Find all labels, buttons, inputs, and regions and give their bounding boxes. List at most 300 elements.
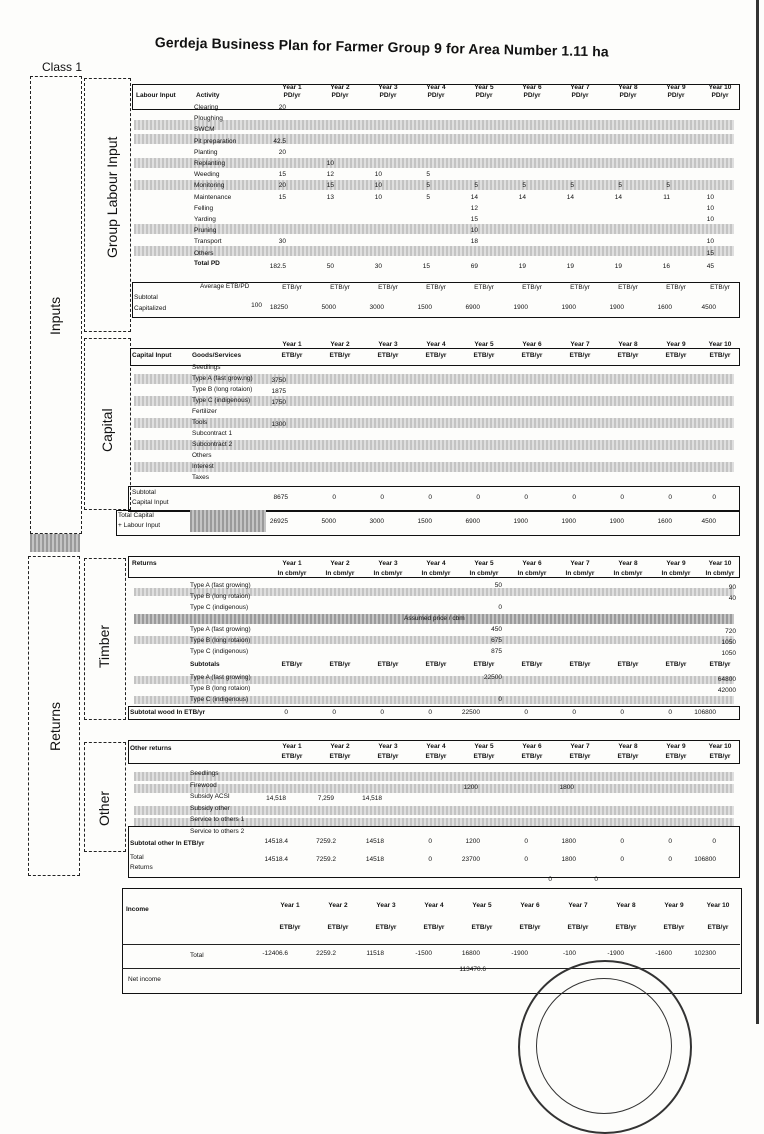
capital-item-label: Others	[192, 452, 212, 459]
timber-year-header: Year 4	[426, 560, 446, 567]
labour-year-header: Year 8	[618, 84, 638, 91]
activity-label: Transport	[194, 238, 222, 246]
subtotals-unit: ETB/yr	[329, 661, 351, 668]
total-capital-value: 1900	[513, 518, 528, 525]
other-unit-header: ETB/yr	[377, 753, 399, 760]
income-total-value: 2259.2	[316, 950, 336, 957]
total-pd-value: 19	[566, 263, 574, 270]
labour-value: 5	[426, 182, 430, 190]
labour-unit-header: PD/yr	[475, 92, 493, 99]
total-returns-value: 0	[524, 856, 528, 863]
timber-unit-header: In cbm/yr	[325, 570, 355, 577]
capitalized-unit: ETB/yr	[618, 284, 638, 291]
subtotals-unit: ETB/yr	[665, 661, 687, 668]
income-total-value: -1900	[607, 950, 624, 957]
labour-year-header: Year 6	[522, 84, 542, 91]
labour-value: 10	[326, 160, 334, 167]
activity-label: Pit preparation	[194, 137, 237, 145]
income-year-header: Year 8	[616, 902, 636, 909]
capital-year-header: Year 10	[708, 341, 732, 348]
other-unit-header: ETB/yr	[521, 753, 543, 760]
income-total-value: -1500	[415, 950, 432, 957]
subtotal-wood-value: 0	[668, 709, 672, 716]
subtotals-unit: ETB/yr	[281, 661, 303, 668]
subtotals-unit: ETB/yr	[617, 661, 639, 668]
labour-value: 15	[278, 171, 286, 179]
income-unit-header: ETB/yr	[707, 924, 729, 931]
capital-subtotal-value: 0	[712, 494, 716, 501]
labour-value: 14	[470, 193, 478, 201]
subtotal-other-value: 14518.4	[264, 838, 288, 845]
labour-value: 15	[470, 216, 478, 223]
income-year-header: Year 9	[664, 902, 684, 909]
avg-etb-value: 100	[251, 302, 262, 309]
income-divider	[122, 944, 740, 945]
capitalized-value: 1900	[609, 304, 624, 311]
capital-unit-header: ETB/yr	[473, 352, 495, 359]
labour-value: 5	[474, 182, 478, 190]
timber-unit-header: In cbm/yr	[565, 570, 595, 577]
capitalized-value: 6900	[465, 304, 480, 311]
labour-value: 14	[518, 193, 526, 201]
timber-volume-value: 0	[498, 604, 502, 611]
total-returns-value: 14518	[365, 856, 384, 863]
capitalized-unit: ETB/yr	[666, 284, 686, 291]
total-returns-value: 0	[428, 856, 432, 863]
capital-unit-header: ETB/yr	[281, 352, 303, 359]
labour-value: 15	[326, 182, 334, 190]
income-unit-header: ETB/yr	[471, 924, 493, 931]
capitalized-unit: ETB/yr	[570, 284, 590, 291]
timber-type-label: Type A (fast growing)	[190, 582, 251, 589]
capital-unit-header: ETB/yr	[569, 352, 591, 359]
subtotals-unit: ETB/yr	[521, 661, 543, 668]
other-item-label: Subsidy other	[190, 804, 230, 812]
labour-value: 5	[522, 182, 526, 190]
income-total-value: -12406.6	[262, 950, 288, 957]
total-capital-label-2: + Labour Input	[118, 522, 161, 529]
timber-unit-header: In cbm/yr	[421, 570, 451, 577]
labour-col-header: Labour Input	[136, 92, 176, 99]
capitalized-unit: ETB/yr	[282, 284, 302, 291]
total-capital-value: 1500	[417, 518, 432, 525]
labour-unit-header: PD/yr	[667, 92, 685, 99]
timber-year-header: Year 3	[378, 560, 398, 567]
labour-value: 10	[374, 193, 382, 201]
capital-item-label: Taxes	[192, 474, 209, 481]
income-year-header: Year 4	[424, 902, 444, 909]
timber-value-type-label: Type B (long rotaion)	[190, 685, 251, 692]
other-unit-header: ETB/yr	[665, 753, 687, 760]
capital-subtotal-value: 0	[524, 494, 528, 501]
labour-value: 5	[426, 171, 430, 179]
timber-unit-header: In cbm/yr	[469, 570, 499, 577]
timber-volume-value: 40	[728, 595, 736, 602]
activity-label: Replanting	[194, 160, 226, 167]
activity-label: Felling	[194, 204, 214, 212]
timber-volume-value: 50	[494, 582, 502, 589]
subtotal-other-value: 0	[668, 838, 672, 845]
subtotal-wood-value: 106800	[694, 709, 716, 716]
labour-year-header: Year 7	[570, 84, 590, 91]
capital-item-value: 1300	[271, 421, 286, 428]
labour-value: 20	[278, 182, 286, 190]
subtotal-wood-value: 0	[380, 709, 384, 716]
capital-item-value: 1875	[271, 388, 286, 395]
total-returns-label-2: Returns	[130, 864, 153, 871]
capital-year-header: Year 7	[570, 341, 590, 348]
income-year-header: Year 10	[706, 902, 730, 909]
inputs-label: Inputs	[47, 296, 63, 335]
labour-value: 20	[278, 104, 286, 111]
capitalized-unit: ETB/yr	[522, 284, 542, 291]
labour-value: 10	[470, 227, 478, 235]
class-label: Class 1	[42, 60, 83, 74]
timber-year-header: Year 10	[708, 560, 732, 567]
timber-volume-value: 90	[728, 584, 736, 591]
subtotal-other-value: 1800	[561, 838, 576, 845]
income-year-header: Year 2	[328, 902, 348, 909]
capital-subtotal-label-2: Capital Input	[132, 499, 169, 506]
price-value: 450	[491, 626, 502, 633]
total-pd-value: 30	[374, 263, 382, 270]
other-year-header: Year 4	[426, 743, 446, 750]
labour-value: 15	[278, 193, 286, 201]
subtotal-other-value: 14518	[365, 838, 384, 845]
capitalized-value: 18250	[269, 304, 288, 311]
capital-subtotal-value: 0	[620, 494, 624, 501]
total-returns-value: 7259.2	[316, 856, 336, 863]
activity-col-header: Activity	[196, 92, 220, 99]
timber-value-type-label: Type C (indigenous)	[190, 696, 249, 703]
total-pd-label: Total PD	[194, 260, 220, 267]
capital-item-label: Subcontract 1	[192, 430, 233, 437]
income-label: Income	[126, 906, 149, 913]
capitalized-label: Capitalized	[134, 305, 167, 312]
capital-unit-header: ETB/yr	[617, 352, 639, 359]
total-returns-label: Total	[130, 854, 144, 861]
activity-label: Ploughing	[194, 115, 223, 123]
capital-subtotal-value: 0	[572, 494, 576, 501]
labour-unit-header: PD/yr	[619, 92, 637, 99]
total-returns-value: 106800	[694, 856, 716, 863]
other-item-value: 14,518	[266, 795, 286, 803]
subtotals-label: Subtotals	[190, 661, 220, 668]
timber-type-label: Type C (indigenous)	[190, 604, 249, 611]
shade-block	[190, 510, 266, 532]
timber-year-header: Year 9	[666, 560, 686, 567]
total-returns-value: 23700	[461, 856, 480, 863]
capital-subtotal-value: 0	[380, 494, 384, 501]
other-unit-header: ETB/yr	[425, 753, 447, 760]
total-capital-value: 1900	[609, 518, 624, 525]
price-label: Assumed price / cbm	[404, 615, 465, 622]
shade-row	[134, 224, 734, 234]
timber-unit-header: In cbm/yr	[373, 570, 403, 577]
other-year-header: Year 2	[330, 743, 350, 750]
labour-unit-header: PD/yr	[379, 92, 397, 99]
total-pd-value: 16	[662, 263, 670, 270]
capital-item-label: Type A (fast grow.ng)	[192, 375, 253, 382]
capitalized-value: 1900	[513, 304, 528, 311]
total-pd-value: 69	[470, 263, 478, 270]
labour-unit-header: PD/yr	[523, 92, 541, 99]
capital-subtotal-value: 0	[476, 494, 480, 501]
subtotal-other-value: 0	[712, 838, 716, 845]
labour-year-header: Year 1	[282, 84, 302, 91]
income-divider-2	[122, 968, 740, 969]
labour-value: 10	[706, 193, 714, 201]
labour-value: 5	[618, 182, 622, 190]
subtotal-wood-value: 0	[332, 709, 336, 716]
shade-row	[134, 462, 734, 472]
activity-label: Planting	[194, 148, 218, 156]
income-total-label: Total	[190, 952, 204, 959]
capital-subtotal-label: Subtotal	[132, 489, 156, 496]
other-year-header: Year 1	[282, 743, 302, 750]
labour-year-header: Year 2	[330, 84, 350, 91]
capital-subtotal-value: 0	[428, 494, 432, 501]
labour-unit-header: PD/yr	[571, 92, 589, 99]
income-total-value: 102300	[694, 950, 716, 957]
capitalized-unit: ETB/yr	[474, 284, 494, 291]
net-income-value: 113470.6	[459, 966, 486, 973]
income-unit-header: ETB/yr	[327, 924, 349, 931]
total-pd-value: 50	[326, 263, 334, 270]
income-total-value: -100	[562, 950, 576, 957]
income-unit-header: ETB/yr	[567, 924, 589, 931]
total-capital-value: 5000	[321, 518, 336, 525]
activity-label: Monitoring	[194, 182, 225, 190]
timber-subtotal-frame	[128, 706, 740, 720]
capital-year-header: Year 1	[282, 341, 302, 348]
income-unit-header: ETB/yr	[279, 924, 301, 931]
page-title: Gerdeja Business Plan for Farmer Group 9 for Area Number 1.11 ha	[154, 34, 609, 60]
other-year-header: Year 3	[378, 743, 398, 750]
activity-label: Yarding	[194, 216, 216, 223]
other-item-label: Service to others 2	[190, 828, 245, 835]
income-total-value: 11518	[366, 950, 384, 957]
labour-value: 13	[326, 193, 334, 201]
labour-value: 5	[666, 182, 670, 190]
labour-unit-header: PD/yr	[283, 92, 301, 99]
income-year-header: Year 5	[472, 902, 492, 909]
capital-year-header: Year 4	[426, 341, 446, 348]
capitalized-value: 1500	[417, 304, 432, 311]
total-pd-value: 45	[706, 263, 714, 270]
shade-row	[134, 418, 734, 428]
capitalized-value: 4500	[701, 304, 716, 311]
income-total-value: -1900	[511, 950, 528, 957]
capital-unit-header: ETB/yr	[425, 352, 447, 359]
income-unit-header: ETB/yr	[375, 924, 397, 931]
price-type-label: Type A (fast growing)	[190, 626, 251, 633]
timber-year-header: Year 6	[522, 560, 542, 567]
capitalized-unit: ETB/yr	[378, 284, 398, 291]
other-year-header: Year 5	[474, 743, 494, 750]
subtotal-wood-value: 22500	[461, 709, 480, 716]
capitalized-value: 5000	[321, 304, 336, 311]
timber-value-type-label: Type A (fast growing)	[190, 674, 251, 681]
timber-unit-header: In cbm/yr	[613, 570, 643, 577]
subtotals-unit: ETB/yr	[473, 661, 495, 668]
labour-value: 10	[706, 238, 714, 246]
other-item-label: Seedlings	[190, 770, 219, 777]
capital-col-header: Capital Input	[132, 352, 172, 359]
activity-label: Maintenance	[194, 193, 232, 201]
income-year-header: Year 1	[280, 902, 300, 909]
income-unit-header: ETB/yr	[423, 924, 445, 931]
timber-unit-header: In cbm/yr	[661, 570, 691, 577]
capital-item-label: Interest	[192, 463, 214, 470]
activity-label: Pruning	[194, 227, 217, 235]
other-label: Other	[96, 790, 112, 826]
labour-value: 10	[374, 182, 382, 190]
total-returns-value: 1800	[561, 856, 576, 863]
returns-extra-value: 0	[594, 876, 598, 883]
total-returns-value: 14518.4	[264, 856, 288, 863]
capital-unit-header: ETB/yr	[377, 352, 399, 359]
returns-col-header: Returns	[132, 560, 157, 567]
subtotals-unit: ETB/yr	[377, 661, 399, 668]
subtotal-wood-value: 0	[428, 709, 432, 716]
total-capital-value: 3000	[369, 518, 384, 525]
income-year-header: Year 7	[568, 902, 588, 909]
labour-value: 15	[706, 249, 714, 257]
income-unit-header: ETB/yr	[663, 924, 685, 931]
other-item-value: 1200	[463, 783, 478, 791]
capitalized-unit: ETB/yr	[330, 284, 350, 291]
price-value: 875	[491, 648, 502, 655]
total-pd-value: 19	[518, 263, 526, 270]
timber-type-label: Type B (long rotaion)	[190, 593, 251, 600]
activity-label: Others	[194, 249, 214, 257]
capital-year-header: Year 8	[618, 341, 638, 348]
shade-row	[134, 120, 734, 130]
labour-year-header: Year 9	[666, 84, 686, 91]
official-stamp	[518, 960, 692, 1134]
timber-unit-header: In cbm/yr	[517, 570, 547, 577]
other-returns-header: Other returns	[130, 745, 172, 752]
capital-year-header: Year 9	[666, 341, 686, 348]
capitalized-unit: ETB/yr	[710, 284, 730, 291]
labour-value: 18	[470, 238, 478, 246]
other-item-value: 7,259	[317, 795, 334, 803]
subtotal-other-value: 0	[524, 838, 528, 845]
subtotal-label: Subtotal	[134, 294, 158, 301]
other-year-header: Year 6	[522, 743, 542, 750]
goods-col-header: Goods/Services	[192, 352, 242, 359]
capital-year-header: Year 2	[330, 341, 350, 348]
capital-unit-header: ETB/yr	[329, 352, 351, 359]
capital-year-header: Year 5	[474, 341, 494, 348]
capital-year-header: Year 3	[378, 341, 398, 348]
subtotal-wood-value: 0	[572, 709, 576, 716]
capital-item-value: 3750	[271, 377, 286, 384]
labour-value: 5	[570, 182, 574, 190]
subtotals-unit: ETB/yr	[425, 661, 447, 668]
other-year-header: Year 8	[618, 743, 638, 750]
subtotal-wood-value: 0	[620, 709, 624, 716]
capital-item-label: Seedlings	[192, 364, 221, 371]
other-year-header: Year 9	[666, 743, 686, 750]
total-capital-value: 1600	[657, 518, 672, 525]
subtotal-other-value: 0	[620, 838, 624, 845]
timber-unit-header: In cbm/yr	[277, 570, 307, 577]
total-returns-value: 0	[668, 856, 672, 863]
timber-year-header: Year 1	[282, 560, 302, 567]
labour-value: 20	[278, 148, 286, 156]
capital-unit-header: ETB/yr	[521, 352, 543, 359]
price-value: 720	[725, 628, 736, 635]
other-item-label: Firewood	[190, 781, 217, 789]
capitalized-unit: ETB/yr	[426, 284, 446, 291]
subtotals-unit: ETB/yr	[569, 661, 591, 668]
labour-value: 10	[706, 204, 714, 212]
subtotal-wood-value: 0	[284, 709, 288, 716]
separator-band	[30, 534, 80, 552]
subtotals-unit: ETB/yr	[709, 661, 731, 668]
other-item-label: Subsidy ACSI	[190, 793, 230, 801]
labour-label: Group Labour Input	[104, 136, 120, 258]
price-value: 1050	[721, 639, 736, 646]
timber-value: 0	[498, 696, 502, 703]
other-unit-header: ETB/yr	[617, 753, 639, 760]
capitalized-value: 1900	[561, 304, 576, 311]
timber-label: Timber	[96, 624, 112, 668]
capitalized-value: 1600	[657, 304, 672, 311]
subtotal-wood-value: 0	[524, 709, 528, 716]
capital-subtotal-value: 0	[668, 494, 672, 501]
labour-year-header: Year 3	[378, 84, 398, 91]
price-value: 675	[491, 637, 502, 644]
net-income-label: Net income	[128, 976, 161, 983]
capital-year-header: Year 6	[522, 341, 542, 348]
labour-year-header: Year 4	[426, 84, 446, 91]
capital-item-value: 1750	[271, 399, 286, 406]
capitalized-value: 3000	[369, 304, 384, 311]
shade-row	[134, 772, 734, 781]
page-edge	[756, 0, 759, 1024]
total-pd-value: 15	[422, 263, 430, 270]
activity-label: Weeding	[194, 171, 220, 179]
capital-label: Capital	[99, 408, 115, 452]
labour-year-header: Year 5	[474, 84, 494, 91]
timber-year-header: Year 5	[474, 560, 494, 567]
other-unit-header: ETB/yr	[329, 753, 351, 760]
income-total-value: 16800	[461, 950, 480, 957]
capital-subtotal-value: 8675	[273, 494, 288, 501]
capital-unit-header: ETB/yr	[709, 352, 731, 359]
timber-year-header: Year 7	[570, 560, 590, 567]
returns-label: Returns	[47, 701, 63, 751]
other-unit-header: ETB/yr	[473, 753, 495, 760]
capital-subtotal-value: 0	[332, 494, 336, 501]
shade-row	[134, 781, 734, 793]
labour-value: 12	[470, 204, 478, 212]
total-returns-value: 0	[620, 856, 624, 863]
other-year-header: Year 10	[708, 743, 732, 750]
labour-value: 14	[566, 193, 574, 201]
labour-value: 14	[614, 193, 622, 201]
other-item-value: 14,518	[362, 795, 382, 803]
subtotal-other-label: Subtotal other In ETB/yr	[130, 840, 205, 847]
shade-row	[134, 246, 734, 256]
total-capital-value: 1900	[561, 518, 576, 525]
total-pd-value: 19	[614, 263, 622, 270]
other-unit-header: ETB/yr	[281, 753, 303, 760]
labour-value: 30	[278, 238, 286, 246]
